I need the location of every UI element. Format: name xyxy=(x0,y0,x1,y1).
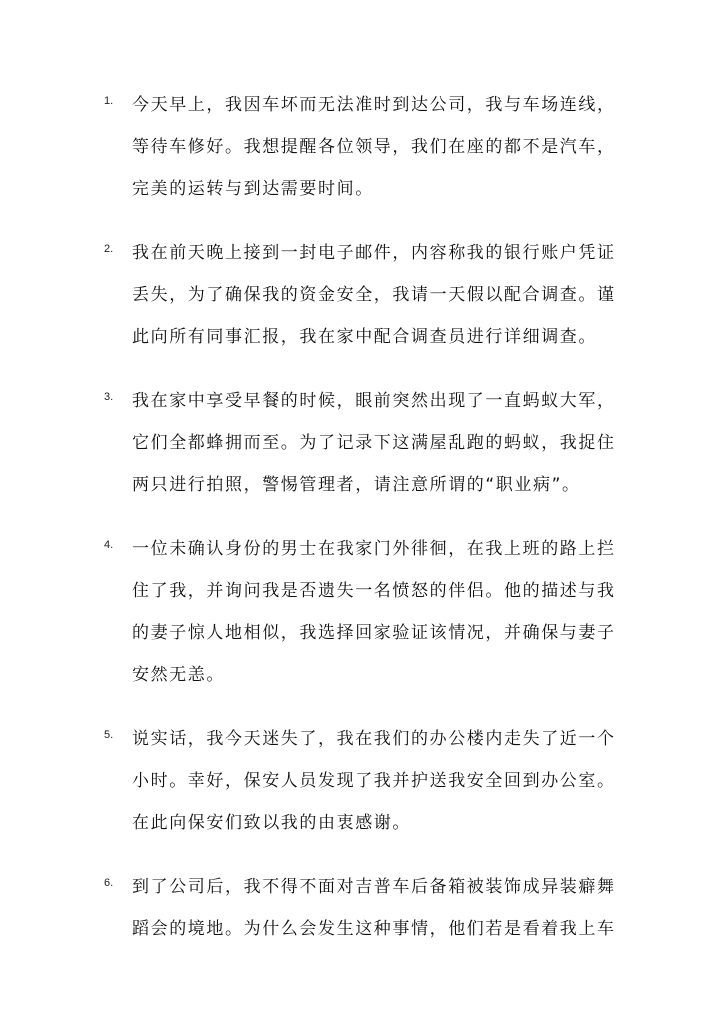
list-item-number: 1. xyxy=(104,95,114,107)
text-line: 说实话，我今天迷失了，我在我们的办公楼内走失了近一个 xyxy=(132,729,616,749)
text-line: 蹈会的境地。为什么会发生这种事情，他们若是看着我上车 xyxy=(132,919,616,939)
text-line: 在此向保安们致以我的由衷感谢。 xyxy=(132,813,411,833)
text-line: 我在家中享受早餐的时候，眼前突然出现了一直蚂蚁大军， xyxy=(132,391,616,411)
text-line: 两只进行拍照，警惕管理者，请注意所谓的“职业病”。 xyxy=(132,475,581,495)
text-line: 到了公司后，我不得不面对吉普车后备箱被装饰成异装癖舞 xyxy=(132,877,616,897)
list-item-text xyxy=(132,84,624,210)
text-line: 一位未确认身份的男士在我家门外徘徊，在我上班的路上拦 xyxy=(132,539,616,559)
list-item-text xyxy=(132,718,624,844)
list-item-number: 4. xyxy=(104,539,114,551)
text-line: 安然无恙。 xyxy=(132,665,225,685)
list-item-text xyxy=(132,528,624,696)
text-line: 此向所有同事汇报，我在家中配合调查员进行详细调查。 xyxy=(132,327,597,347)
numbered-list xyxy=(104,84,624,972)
list-item xyxy=(104,232,624,358)
text-line: 的妻子惊人地相似，我选择回家验证该情况，并确保与妻子 xyxy=(132,623,616,643)
list-item-text xyxy=(132,866,624,950)
list-item-number: 3. xyxy=(104,391,114,403)
list-item-text xyxy=(132,232,624,358)
list-item-number: 6. xyxy=(104,877,114,889)
list-item-number: 5. xyxy=(104,729,114,741)
list-item xyxy=(104,528,624,696)
list-item xyxy=(104,718,624,844)
list-item-number: 2. xyxy=(104,243,114,255)
list-item xyxy=(104,84,624,210)
text-line: 小时。幸好，保安人员发现了我并护送我安全回到办公室。 xyxy=(132,771,616,791)
text-line: 完美的运转与到达需要时间。 xyxy=(132,179,374,199)
list-item xyxy=(104,866,624,950)
text-line: 等待车修好。我想提醒各位领导，我们在座的都不是汽车， xyxy=(132,137,616,157)
list-item xyxy=(104,380,624,506)
text-line: 它们全都蜂拥而至。为了记录下这满屋乱跑的蚂蚁，我捉住 xyxy=(132,433,616,453)
text-line: 今天早上，我因车坏而无法准时到达公司，我与车场连线， xyxy=(132,95,616,115)
list-item-text xyxy=(132,380,624,506)
text-line: 住了我，并询问我是否遗失一名愤怒的伴侣。他的描述与我 xyxy=(132,581,616,601)
text-line: 丢失，为了确保我的资金安全，我请一天假以配合调查。谨 xyxy=(132,285,616,305)
text-line: 我在前天晚上接到一封电子邮件，内容称我的银行账户凭证 xyxy=(132,243,616,263)
